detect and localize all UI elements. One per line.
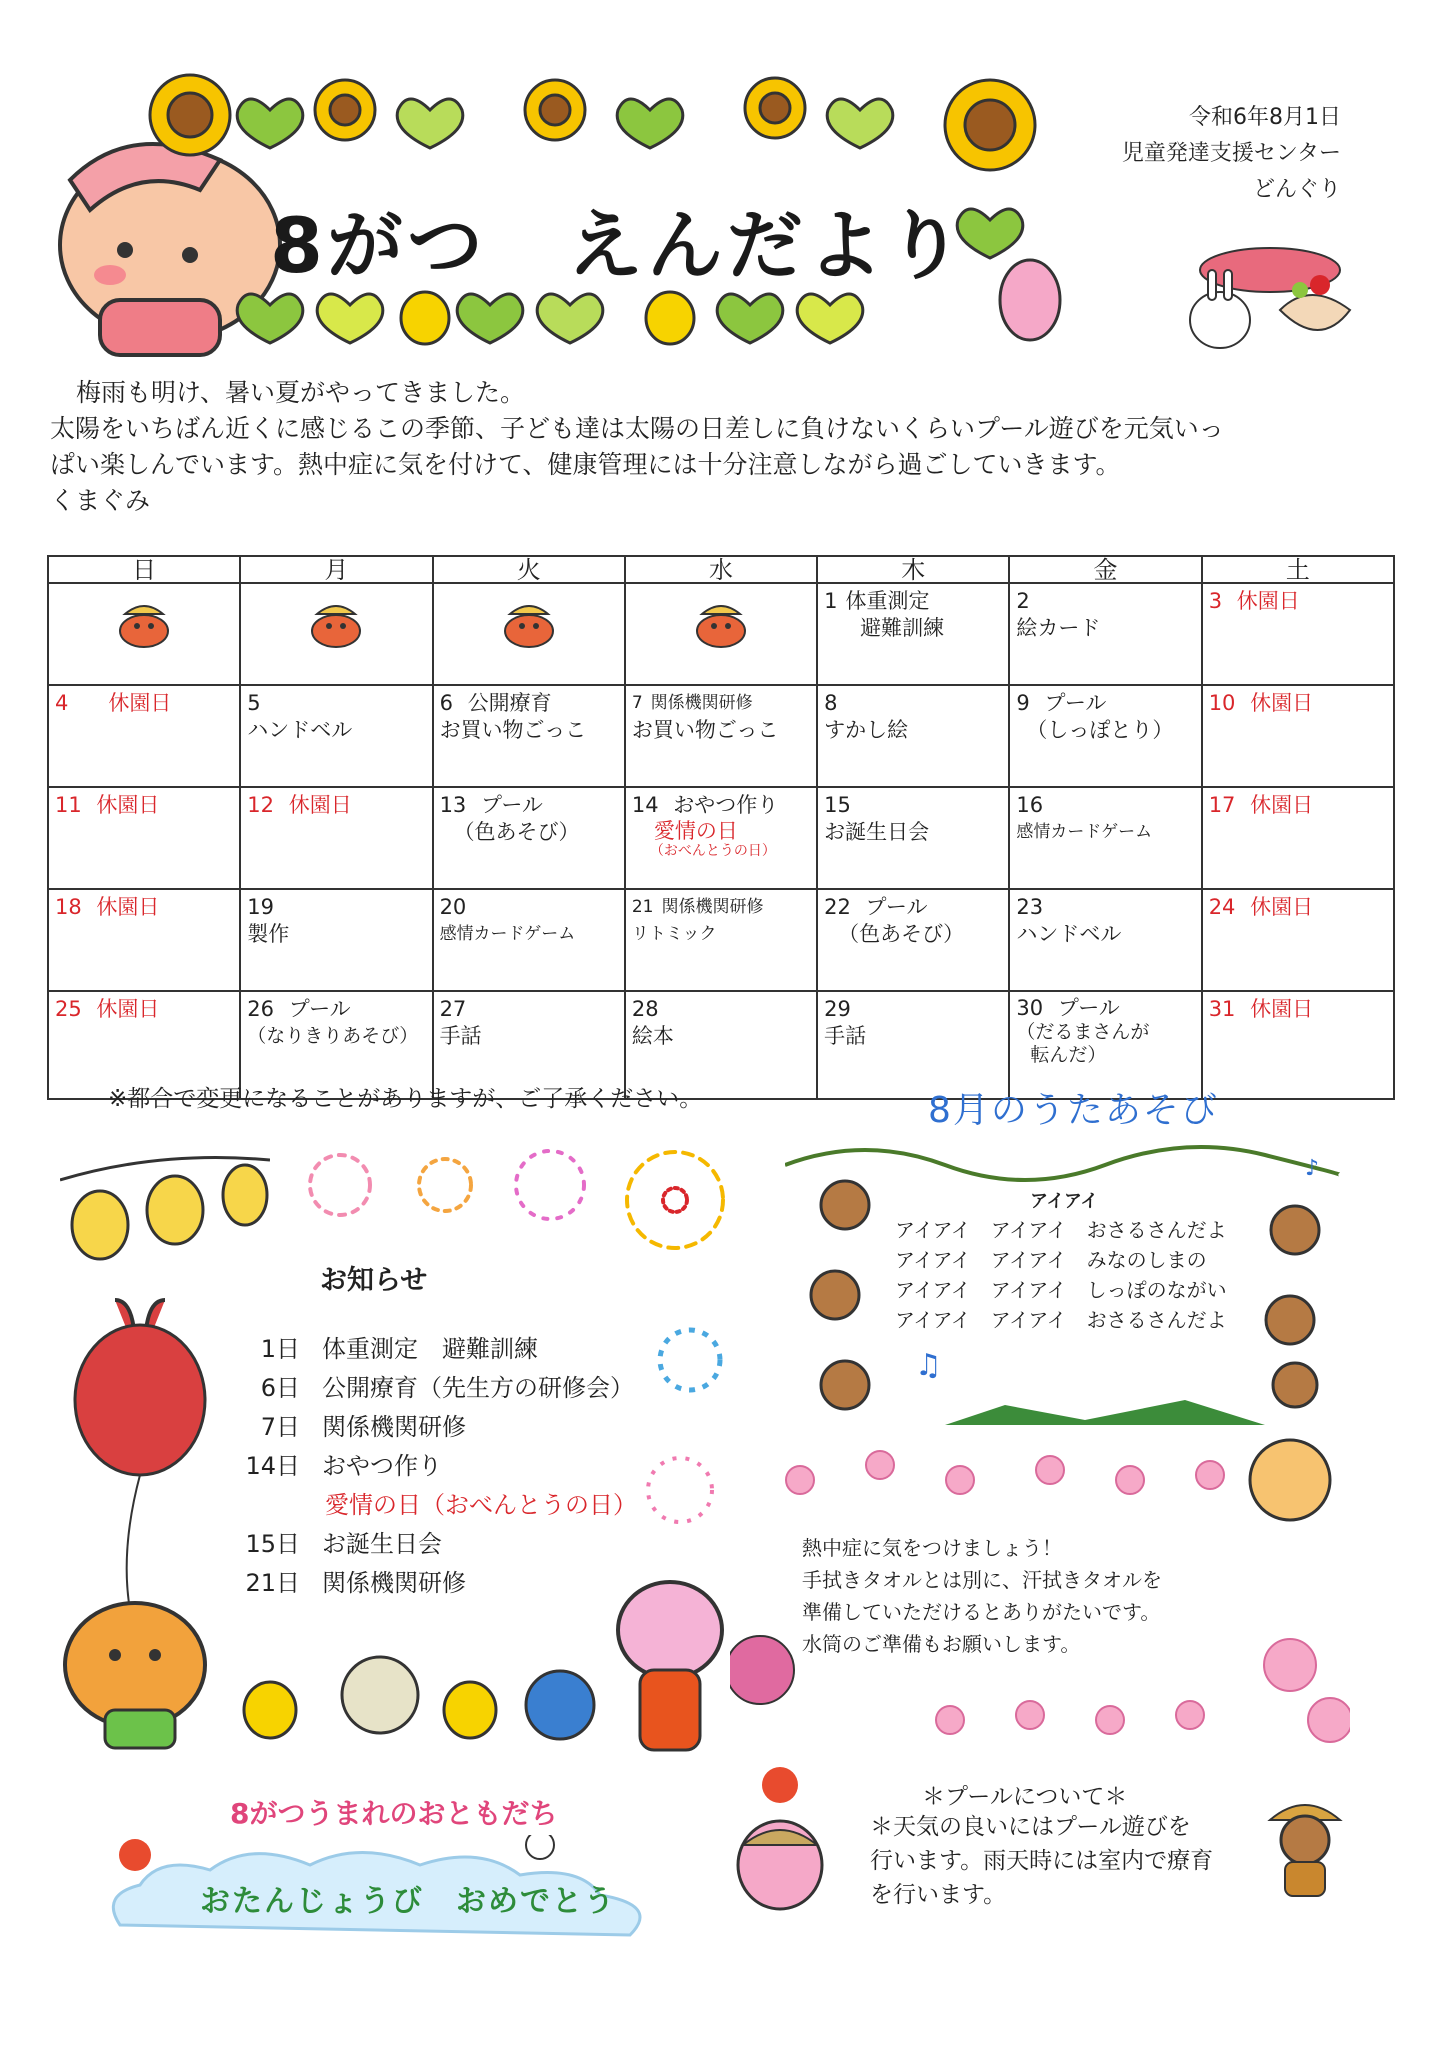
intro-line: ぱい楽しんでいます。熱中症に気を付けて、健康管理には十分注意しながら過ごしていきます。 <box>50 450 1121 479</box>
day-event: 転んだ） <box>1030 1044 1107 1066</box>
holiday-label: 休園日 <box>288 793 352 817</box>
birthday-message: おたんじょうび おめでとう <box>200 1884 616 1919</box>
item-day: 7日 <box>260 1413 300 1441</box>
day-event: お買い物ごっこ <box>631 718 779 742</box>
weekday-sat: 土 <box>1202 556 1394 583</box>
holiday-label: 休園日 <box>1250 997 1314 1021</box>
firework-small-icon <box>650 1320 730 1400</box>
day-event: おやつ作り <box>673 793 779 817</box>
item-day: 21日 <box>245 1569 300 1597</box>
calendar-day-cell <box>625 889 817 991</box>
day-number: 7 <box>631 693 643 713</box>
calendar-day-cell <box>1202 889 1394 991</box>
day-event: お買い物ごっこ <box>439 718 587 742</box>
holiday-label: 休園日 <box>1250 691 1314 715</box>
intro-text <box>50 375 1400 519</box>
issue-date: 令和6年8月1日 <box>1189 105 1341 130</box>
day-number: 29 <box>824 997 851 1021</box>
day-number: 21 <box>631 897 654 917</box>
day-number: 6 <box>439 691 453 715</box>
item-text: お誕生日会 <box>322 1530 442 1558</box>
heat-line: 熱中症に気をつけましょう！ <box>802 1536 1062 1560</box>
calendar-day-cell <box>817 889 1009 991</box>
bunny-cake-icon <box>1160 230 1360 370</box>
day-number: 23 <box>1016 895 1044 919</box>
day-number: 20 <box>439 895 467 919</box>
day-event: 手話 <box>439 1024 482 1048</box>
calendar-empty-cell <box>433 583 625 685</box>
day-number: 2 <box>1016 589 1030 613</box>
birthday-title: 8がつうまれのおともだち <box>230 1797 558 1830</box>
day-event: 関係機関研修 <box>650 693 753 713</box>
calendar-day-cell <box>1009 583 1201 685</box>
calendar-day-cell <box>240 787 432 889</box>
list-item <box>240 1408 637 1447</box>
holiday-label: 休園日 <box>96 997 160 1021</box>
day-event: プール <box>1044 691 1107 715</box>
calendar-day-cell <box>1009 787 1201 889</box>
day-number: 3 <box>1208 589 1223 613</box>
calendar-day-cell <box>240 685 432 787</box>
day-number: 14 <box>631 793 659 817</box>
day-event: プール <box>865 895 928 919</box>
calendar-day-cell <box>1009 685 1201 787</box>
mouse-icon <box>1000 260 1060 340</box>
day-event: 避難訓練 <box>860 616 945 640</box>
day-event: プール <box>288 997 351 1021</box>
calendar-day-cell <box>817 583 1009 685</box>
calendar-day-cell <box>48 787 240 889</box>
calendar-day-cell <box>48 889 240 991</box>
heat-note <box>802 1532 1162 1660</box>
day-event: （だるまさんが <box>1016 1021 1150 1043</box>
item-text: 体重測定 避難訓練 <box>322 1335 538 1363</box>
day-event: 公開療育 <box>467 691 552 715</box>
calendar-day-cell <box>817 685 1009 787</box>
calendar-day-cell <box>240 889 432 991</box>
lyric-line: アイアイ アイアイ おさるさんだよ <box>895 1218 1227 1242</box>
day-number: 4 <box>55 691 69 715</box>
item-text: おやつ作り <box>322 1452 442 1480</box>
day-number: 5 <box>247 691 261 715</box>
day-number: 1 <box>824 589 838 613</box>
calendar-day-cell <box>433 889 625 991</box>
svg-text:♪: ♪ <box>1305 1156 1320 1181</box>
day-event: （色あそび） <box>838 922 965 946</box>
calendar-empty-cell <box>240 583 432 685</box>
page-title: 8がつ えんだより <box>270 201 967 290</box>
day-event: 感情カードゲーム <box>1016 822 1153 842</box>
day-number: 26 <box>247 997 275 1021</box>
calendar-week <box>48 685 1394 787</box>
day-number: 13 <box>439 793 467 817</box>
crab-icon <box>494 596 564 652</box>
weekday-mon: 月 <box>240 556 432 583</box>
day-event: （なりきりあそび） <box>247 1025 419 1047</box>
day-number: 8 <box>824 691 838 715</box>
day-event: 愛情の日 <box>653 819 738 843</box>
song-lyrics <box>895 1215 1227 1335</box>
intro-line: 太陽をいちばん近くに感じるこの季節、子ども達は太陽の日差しに負けないくらいプール遊びを元気いっ <box>50 414 1224 443</box>
svg-text:♫: ♫ <box>915 1348 942 1383</box>
pool-text <box>870 1810 1213 1912</box>
pool-title: ＊プールについて＊ <box>922 1784 1128 1810</box>
calendar-day-cell <box>1202 583 1394 685</box>
oshirase-list <box>240 1330 637 1603</box>
balloon-bear-icon <box>60 1290 220 1750</box>
day-number: 11 <box>55 793 82 817</box>
day-event: （色あそび） <box>453 820 580 844</box>
lyric-line: アイアイ アイアイ おさるさんだよ <box>895 1308 1227 1332</box>
weekday-header-row <box>48 556 1394 583</box>
day-event: プール <box>1057 996 1120 1020</box>
list-item <box>240 1486 637 1525</box>
change-note: ※都合で変更になることがありますが、ご了承ください。 <box>108 1086 703 1112</box>
weekday-fri: 金 <box>1009 556 1201 583</box>
day-number: 9 <box>1016 691 1030 715</box>
pool-line: 行います。雨天時には室内で療育 <box>870 1848 1214 1874</box>
crab-icon <box>109 596 179 652</box>
day-event: リトミック <box>631 924 717 944</box>
day-number: 15 <box>824 793 851 817</box>
weekday-tue: 火 <box>433 556 625 583</box>
monkey-hat-icon <box>1265 1790 1345 1900</box>
header-meta <box>1096 100 1341 208</box>
weekday-thu: 木 <box>817 556 1009 583</box>
holiday-label: 休園日 <box>108 691 172 715</box>
day-event: 製作 <box>247 922 290 946</box>
lyric-line: アイアイ アイアイ みなのしまの <box>895 1248 1207 1272</box>
item-day: 15日 <box>245 1530 300 1558</box>
heat-line: 手拭きタオルとは別に、汗拭きタオルを <box>802 1568 1162 1592</box>
day-event: （しっぽとり） <box>1026 718 1174 742</box>
schedule-calendar <box>47 555 1395 1100</box>
day-event: （おべんとうの日） <box>649 843 776 859</box>
item-day: 6日 <box>260 1374 300 1402</box>
list-item <box>240 1564 637 1603</box>
fireworks-icon <box>300 1145 740 1255</box>
calendar-day-cell <box>625 685 817 787</box>
calendar-day-cell <box>1202 991 1394 1099</box>
pool-line: ＊天気の良いにはプール遊びを <box>870 1814 1191 1840</box>
calendar-day-cell <box>1202 787 1394 889</box>
calendar-empty-cell <box>48 583 240 685</box>
day-event: すかし絵 <box>824 718 909 742</box>
list-item <box>240 1447 637 1486</box>
lantern-icon <box>60 1140 270 1300</box>
intro-line: 梅雨も明け、暑い夏がやってきました。 <box>76 378 526 407</box>
holiday-label: 休園日 <box>1250 793 1314 817</box>
heat-line: 準備していただけるとありがたいです。 <box>802 1600 1161 1624</box>
class-name: くまぐみ <box>50 486 151 515</box>
oshirase-title: お知らせ <box>320 1265 428 1296</box>
day-event: 感情カードゲーム <box>439 924 576 944</box>
day-event: 体重測定 <box>845 589 930 613</box>
calendar-empty-cell <box>625 583 817 685</box>
item-text: 公開療育（先生方の研修会） <box>322 1374 634 1402</box>
day-number: 10 <box>1208 691 1236 715</box>
lyric-line: アイアイ アイアイ しっぽのながい <box>895 1278 1227 1302</box>
crab-icon <box>301 596 371 652</box>
song-title: アイアイ <box>1030 1191 1099 1212</box>
item-text: 関係機関研修 <box>322 1569 466 1597</box>
item-text: 関係機関研修 <box>322 1413 466 1441</box>
calendar-day-cell <box>433 685 625 787</box>
calendar-day-cell <box>625 787 817 889</box>
sun-hat-character-icon <box>725 1760 835 1920</box>
weekday-sun: 日 <box>48 556 240 583</box>
calendar-week <box>48 787 1394 889</box>
day-event: 手話 <box>824 1024 867 1048</box>
day-event: 絵本 <box>631 1024 674 1048</box>
list-item <box>240 1369 637 1408</box>
day-number: 19 <box>247 895 275 919</box>
day-event: ハンドベル <box>247 718 353 742</box>
organization-name: 児童発達支援センター <box>1121 141 1341 166</box>
day-number: 24 <box>1208 895 1236 919</box>
day-number: 18 <box>55 895 82 919</box>
holiday-label: 休園日 <box>1250 895 1314 919</box>
calendar-week <box>48 583 1394 685</box>
day-number: 22 <box>824 895 851 919</box>
day-number: 28 <box>631 997 659 1021</box>
list-item <box>240 1330 637 1369</box>
calendar-week <box>48 889 1394 991</box>
pool-line: を行います。 <box>870 1882 1007 1908</box>
day-event: ハンドベル <box>1016 922 1122 946</box>
item-day: 1日 <box>260 1335 300 1363</box>
day-event: プール <box>480 793 543 817</box>
day-event: お誕生日会 <box>824 820 930 844</box>
calendar-day-cell <box>1202 685 1394 787</box>
day-number: 17 <box>1208 793 1236 817</box>
day-number: 27 <box>439 997 467 1021</box>
holiday-label: 休園日 <box>96 895 160 919</box>
crab-icon <box>686 596 756 652</box>
calendar-day-cell <box>817 787 1009 889</box>
heat-line: 水筒のご準備もお願いします。 <box>802 1632 1081 1656</box>
day-number: 31 <box>1208 997 1236 1021</box>
calendar-day-cell <box>48 685 240 787</box>
day-event: 関係機関研修 <box>661 897 764 917</box>
item-text: 愛情の日（おべんとうの日） <box>325 1491 637 1519</box>
holiday-label: 休園日 <box>1236 589 1300 613</box>
calendar-day-cell <box>433 787 625 889</box>
item-day: 14日 <box>245 1452 300 1480</box>
day-number: 25 <box>55 997 82 1021</box>
calendar-day-cell <box>1009 889 1201 991</box>
list-item <box>240 1525 637 1564</box>
song-section-title: 8月のうたあそび <box>928 1090 1219 1131</box>
holiday-label: 休園日 <box>96 793 160 817</box>
center-name: どんぐり <box>1252 177 1341 202</box>
day-number: 16 <box>1016 793 1044 817</box>
day-number: 12 <box>247 793 275 817</box>
day-event: 絵カード <box>1016 616 1101 640</box>
day-number: 30 <box>1016 996 1044 1020</box>
weekday-wed: 水 <box>625 556 817 583</box>
